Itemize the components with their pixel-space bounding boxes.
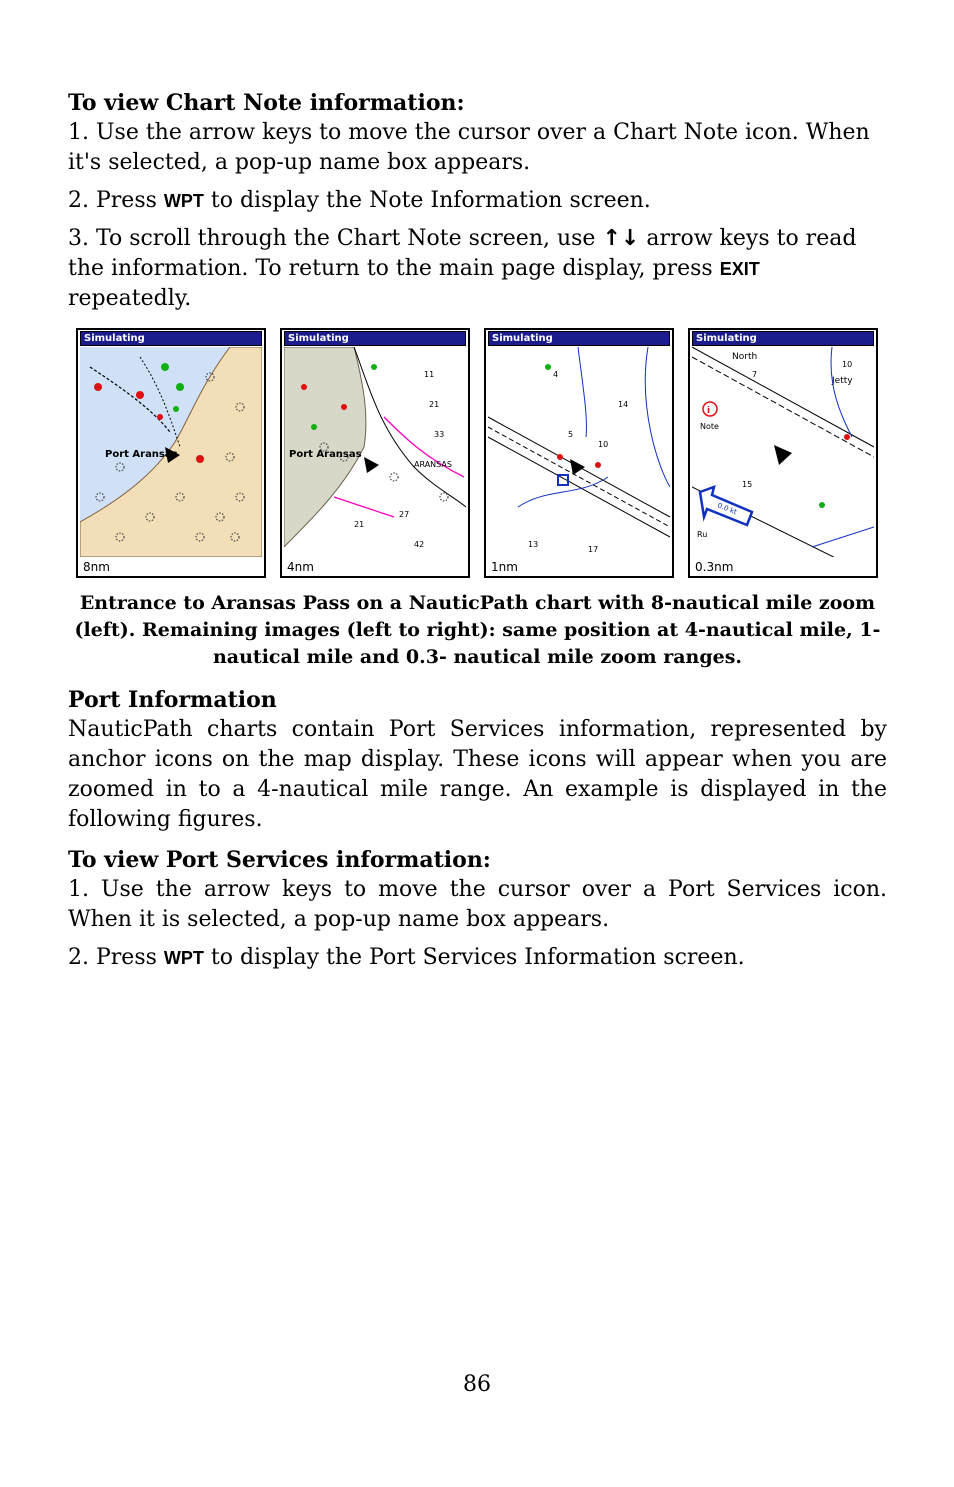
port-services-heading: To view Port Services information: [68,847,491,873]
map-title-bar: Simulating [284,331,466,346]
port-info-heading: Port Information [68,687,277,713]
svg-text:13: 13 [528,540,539,549]
svg-text:5: 5 [568,430,574,439]
chart-note-step-3 [68,224,887,314]
chart-note-step-1: 1. Use the arrow keys to move the cursor over a Chart Note icon. When it's selected, a pop-up name box appears. [68,120,870,175]
svg-text:4: 4 [553,370,559,379]
wpt-key-label: WPT [163,191,204,211]
port-services-step-2 [68,943,887,973]
port-services-step-1: 1. Use the arrow keys to move the cursor over a Port Services icon. When it is selected, a pop-up name box appears. [68,877,887,932]
svg-text:42: 42 [414,540,425,549]
chart-note-heading: To view Chart Note information: [68,90,465,116]
map-screenshot-0-3nm [688,328,878,578]
step-3-prefix: 3. To scroll through the Chart Note screen, use [68,226,603,251]
svg-text:33: 33 [434,430,445,439]
svg-text:i: i [707,406,711,416]
svg-text:10: 10 [598,440,609,449]
document-page [68,88,887,973]
chart-note-step-2 [68,186,887,216]
step-2-suffix: to display the Port Services Information screen. [203,945,745,970]
port-info-body: NauticPath charts contain Port Services information, represented by anchor icons on the map display. These icons will appear when you are zoomed in to a 4-nautical mile range. An example is displayed in the following figures. [68,717,887,832]
up-down-arrows-icon: ↑↓ [602,226,640,251]
svg-text:14: 14 [618,400,629,409]
svg-text:27: 27 [399,510,410,519]
map-zoom-scale: 4nm [287,560,314,574]
wpt-key-label: WPT [163,948,204,968]
map-title-bar: Simulating [80,331,262,346]
map-place-label: Port Aransas [289,449,362,460]
map-0-3nm-graphic [692,347,874,557]
map-title-bar: Simulating [692,331,874,346]
figure-caption: Entrance to Aransas Pass on a NauticPath chart with 8-nautical mile zoom (left). Remaining images (left to right): same position at 4-nautical mile, 1-nautical mile and 0.3- nautical mile zoom ranges. [74,592,881,668]
map-speed-label: 0.0 kt [716,501,738,517]
step-2-prefix: 2. Press [68,188,164,213]
map-area-label: ARANSAS [414,460,452,469]
map-title-bar: Simulating [488,331,670,346]
map-1nm-graphic [488,347,670,557]
step-3-middle: arrow keys to read the information. To return to the main page display, press [68,226,857,281]
svg-text:21: 21 [354,520,365,529]
step-2-prefix: 2. Press [68,945,164,970]
svg-text:Ru: Ru [697,530,708,539]
map-place-label: Port Aransas [105,449,178,460]
figure-row [68,328,887,580]
map-8nm-graphic [80,347,262,557]
svg-text:17: 17 [588,545,599,554]
map-zoom-scale: 0.3nm [695,560,734,574]
map-screenshot-4nm [280,328,470,578]
step-2-suffix: to display the Note Information screen. [203,188,651,213]
page-number: 86 [463,1372,491,1397]
map-4nm-graphic [284,347,466,557]
svg-text:15: 15 [742,480,753,489]
map-zoom-scale: 1nm [491,560,518,574]
map-screenshot-1nm [484,328,674,578]
map-screenshot-8nm [76,328,266,578]
svg-text:21: 21 [429,400,440,409]
svg-text:11: 11 [424,370,435,379]
svg-text:10: 10 [842,360,853,369]
map-zoom-scale: 8nm [83,560,110,574]
svg-text:7: 7 [752,370,758,379]
map-note-label: Note [700,422,719,431]
map-jetty-label: Jetty [832,376,853,386]
map-north-label: North [732,352,758,362]
step-3-suffix: repeatedly. [68,286,192,311]
exit-key-label: EXIT [719,259,760,279]
